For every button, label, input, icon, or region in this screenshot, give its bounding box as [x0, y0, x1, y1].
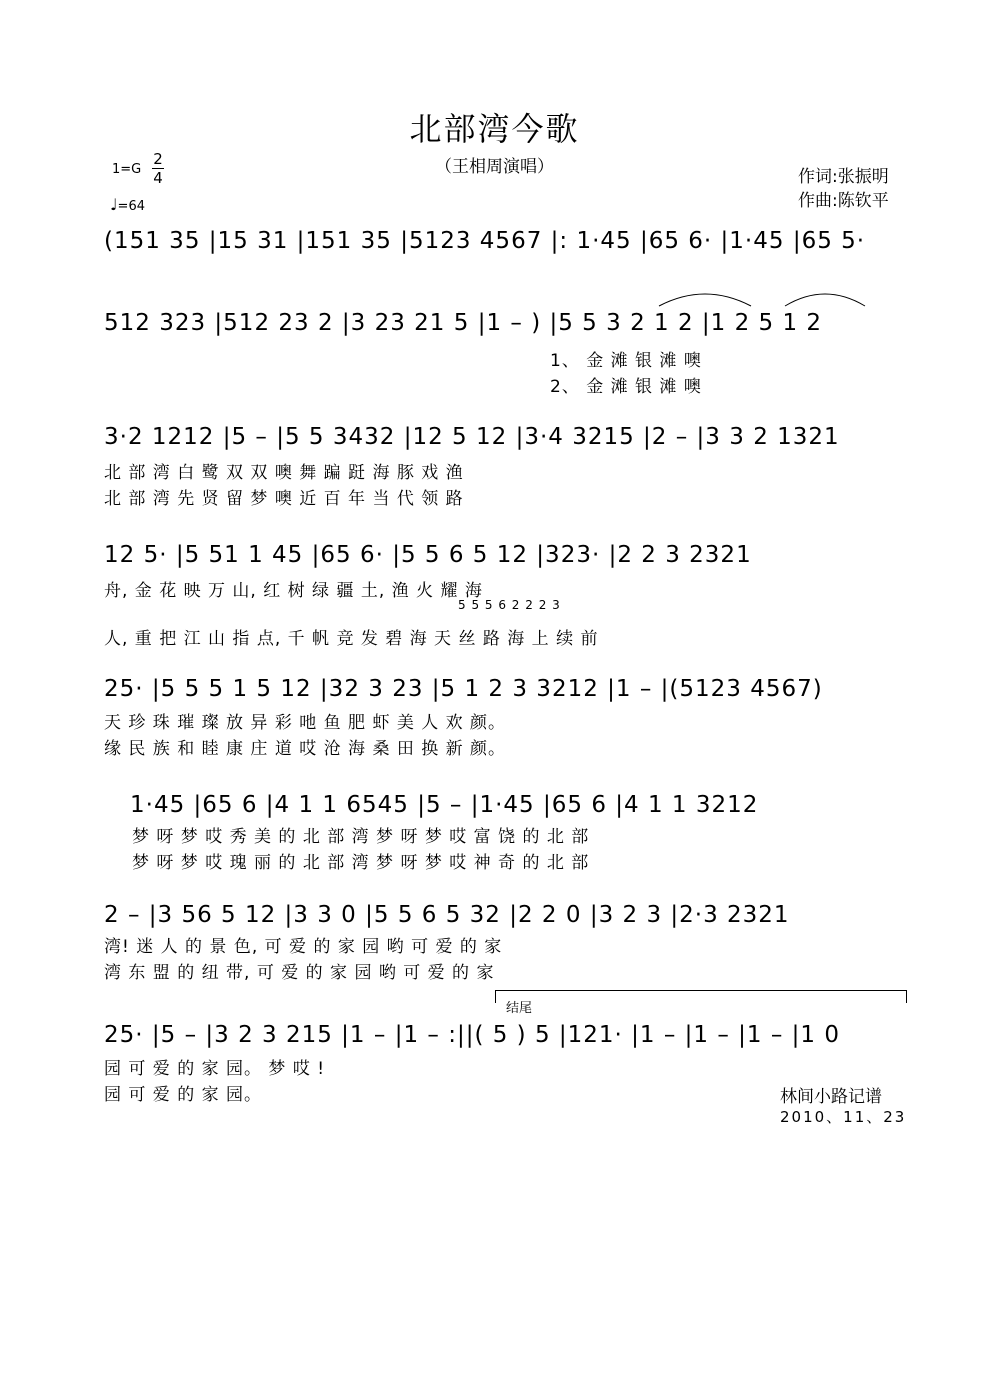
score-line-6	[100, 786, 922, 873]
lyric-verse-1: 北 部 湾 白 鹭 双 双 噢 舞 蹁 跹 海 豚 戏 渔	[104, 463, 464, 483]
lyric-verse-1: 园 可 爱 的 家 园。 梦 哎 !	[104, 1059, 326, 1079]
score-line-5	[100, 670, 922, 759]
notation-line-8: 25· |5 – |3 2 3 215 |1 – |1 – :||( 5 ) 5 |121· |1 – |1 – |1 – |1 0	[104, 1022, 841, 1048]
lyric-verse-1: 天 珍 珠 璀 璨 放 异 彩 吔 鱼 肥 虾 美 人 欢 颜。	[104, 713, 507, 733]
score-line-7	[100, 896, 922, 983]
time-signature-top: 2	[153, 150, 163, 168]
song-title: 北部湾今歌	[409, 110, 580, 148]
score-line-4	[100, 536, 922, 649]
composer-credit: 作曲:陈钦平	[798, 191, 889, 211]
lyric-verse-2: 2、 金 滩 银 滩 噢	[550, 377, 702, 397]
lyric-verse-2: 梦 呀 梦 哎 瑰 丽 的 北 部 湾 梦 呀 梦 哎 神 奇 的 北 部	[132, 853, 590, 873]
ending-bracket	[495, 990, 907, 1003]
key-signature: 1=G	[112, 162, 142, 177]
transcription-date: 2010、11、23	[780, 1108, 907, 1126]
tempo-value: =64	[117, 199, 145, 214]
time-signature-bottom: 4	[153, 169, 163, 187]
notation-line-6: 1·45 |65 6 |4 1 1 6545 |5 – |1·45 |65 6 |4 1 1 3212	[130, 792, 759, 818]
lyric-verse-2: 园 可 爱 的 家 园。	[104, 1085, 263, 1105]
lyric-verse-2: 湾 东 盟 的 纽 带, 可 爱 的 家 园 哟 可 爱 的 家	[104, 963, 495, 983]
performer-subtitle: （王相周演唱）	[435, 157, 554, 177]
score-line-2	[100, 304, 922, 397]
tempo-marking	[110, 195, 145, 214]
lyric-verse-1: 舟, 金 花 映 万 山, 红 树 绿 疆 土, 渔 火 耀 海	[104, 581, 483, 601]
lyric-verse-2: 北 部 湾 先 贤 留 梦 噢 近 百 年 当 代 领 路	[104, 489, 464, 509]
lyric-verse-1: 湾! 迷 人 的 景 色, 可 爱 的 家 园 哟 可 爱 的 家	[104, 937, 503, 957]
notation-line-2: 512 323 |512 23 2 |3 23 21 5 |1 – ) |5 5 3 2 1 2 |1 2 5 1 2	[104, 310, 823, 336]
score-line-1	[100, 222, 922, 262]
transcriber-credit: 林间小路记谱	[780, 1087, 882, 1107]
notation-line-1: (151 35 |15 31 |151 35 |5123 4567 |: 1·45 |65 6· |1·45 |65 5·	[104, 228, 866, 254]
quarter-note-icon: ♩	[110, 195, 118, 214]
score-line-3	[100, 418, 922, 509]
lyricist-credit: 作词:张振明	[798, 167, 889, 187]
lyric-verse-1: 梦 呀 梦 哎 秀 美 的 北 部 湾 梦 呀 梦 哎 富 饶 的 北 部	[132, 827, 590, 847]
small-notes-line: 5 5 5 6 2 2 2 3	[458, 598, 561, 612]
notation-line-3: 3·2 1212 |5 – |5 5 3432 |12 5 12 |3·4 3215 |2 – |3 3 2 1321	[104, 424, 840, 450]
notation-line-4: 12 5· |5 51 1 45 |65 6· |5 5 6 5 12 |323· |2 2 3 2321	[104, 542, 752, 568]
lyric-verse-1: 1、 金 滩 银 滩 噢	[550, 351, 702, 371]
time-signature	[152, 150, 164, 187]
lyric-verse-2: 人, 重 把 江 山 指 点, 千 帆 竞 发 碧 海 天 丝 路 海 上 续 前	[104, 629, 599, 649]
lyric-verse-2: 缘 民 族 和 睦 康 庄 道 哎 沧 海 桑 田 换 新 颜。	[104, 739, 507, 759]
ending-label: 结尾	[506, 1001, 533, 1016]
slur-mark	[655, 286, 915, 308]
notation-line-7: 2 – |3 56 5 12 |3 3 0 |5 5 6 5 32 |2 2 0 |3 2 3 |2·3 2321	[104, 902, 790, 928]
notation-line-5: 25· |5 5 5 1 5 12 |32 3 23 |5 1 2 3 3212 |1 – |(5123 4567)	[104, 676, 823, 702]
